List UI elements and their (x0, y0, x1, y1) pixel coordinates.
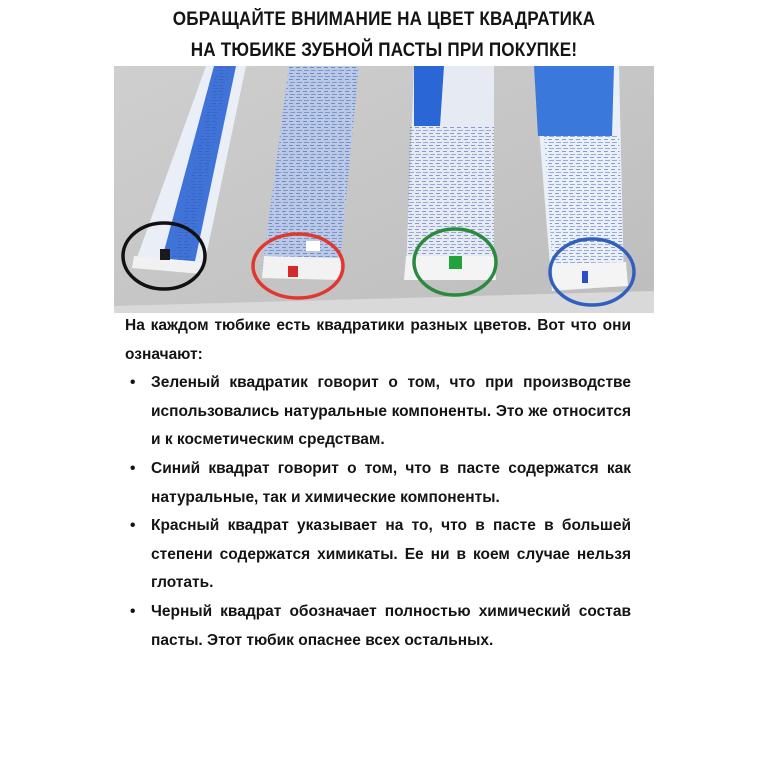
headline-line-2: НА ТЮБИКЕ ЗУБНОЙ ПАСТЫ ПРИ ПОКУПКЕ! (190, 40, 578, 61)
bullet: • (130, 517, 136, 535)
toothpaste-tubes-photo (114, 66, 654, 313)
list-item-red (125, 512, 631, 598)
bullet: • (130, 374, 136, 392)
color-meaning-list (125, 369, 631, 655)
list-item-text: Синий квадрат говорит о том, что в пасте содержатся как натуральные, так и химические компоненты. (151, 459, 631, 506)
bullet: • (130, 602, 136, 620)
list-item-green (125, 369, 631, 455)
blue-square (582, 271, 588, 283)
list-item-text: Красный квадрат указывает на то, что в пасте в большей степени содержатся химикаты. Ее ни в коем случае нельзя глотать. (151, 517, 631, 592)
intro-paragraph: На каждом тюбике есть квадратики разных цветов. Вот что они означают: (125, 317, 631, 363)
list-item-text: Черный квадрат обозначает полностью химический состав пасты. Этот тюбик опаснее всех остальных. (151, 602, 631, 649)
list-item-blue (125, 455, 631, 512)
green-square (449, 256, 462, 269)
red-square (288, 266, 298, 277)
tube-3 (404, 66, 496, 295)
headline-line-1: ОБРАЩАЙТЕ ВНИМАНИЕ НА ЦВЕТ КВАДРАТИКА (172, 9, 596, 30)
tube-4 (534, 66, 634, 305)
bullet: • (130, 459, 136, 477)
list-item-text: Зеленый квадратик говорит о том, что при производстве использовались натуральные компоненты. Это же относится и к косметическим средствам. (151, 374, 631, 449)
black-square (160, 249, 170, 260)
headline (38, 4, 729, 66)
article-body (125, 312, 631, 655)
list-item-black (125, 598, 631, 655)
